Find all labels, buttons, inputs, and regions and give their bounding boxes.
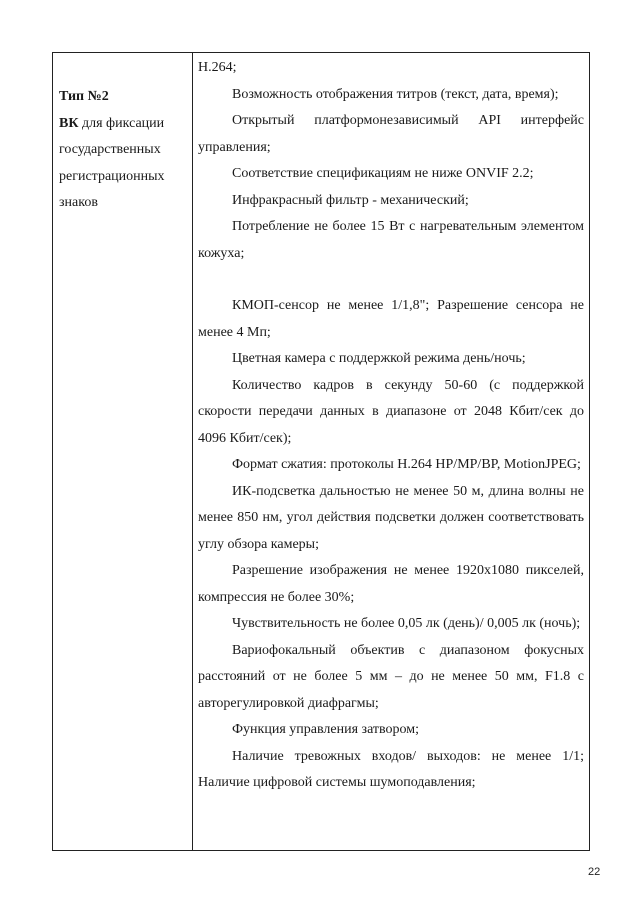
- table-left-border: [52, 52, 53, 851]
- page-number: 22: [588, 866, 601, 878]
- req-titles: Возможность отображения титров (текст, дата, время);: [232, 86, 559, 102]
- req-lens: Вариофокальный объектив с диапазоном фокусных расстояний от не более 5 мм – до не менее 50 мм, F1.8 с авторегулировкой диафрагмы;: [198, 642, 584, 711]
- table-column-divider: [192, 52, 193, 851]
- type-cell: [59, 84, 189, 217]
- req-color-mode: Цветная камера с поддержкой режима день/ночь;: [232, 351, 526, 366]
- paragraph-gap: [198, 267, 584, 293]
- purpose-line-4: знаков: [59, 195, 98, 210]
- vk-abbrev: ВК: [59, 115, 79, 131]
- req-sensitivity: Чувствительность не более 0,05 лк (день)/ 0,005 лк (ночь);: [232, 616, 581, 631]
- req-compression-format: Формат сжатия: протоколы Н.264 HP/MP/BP, MotionJPEG;: [232, 457, 581, 472]
- req-alarm-io: Наличие тревожных входов/ выходов: не менее 1/1; Наличие цифровой системы шумоподавления;: [198, 748, 584, 790]
- type-purpose-line: [59, 111, 189, 138]
- req-sensor: КМОП-сенсор не менее 1/1,8"; Разрешение сенсора не менее 4 Мп;: [198, 298, 584, 340]
- table-right-border: [589, 52, 590, 851]
- req-resolution: Разрешение изображения не менее 1920x1080 пикселей, компрессия не более 30%;: [198, 563, 584, 605]
- table-top-border: [52, 52, 590, 53]
- req-framerate: Количество кадров в секунду 50-60 (с поддержкой скорости передачи данных в диапазоне от 2048 Кбит/сек до 4096 Кбит/сек);: [198, 377, 584, 446]
- req-shutter: Функция управления затвором;: [232, 722, 420, 737]
- req-power: Потребление не более 15 Вт с нагревательным элементом кожуха;: [198, 219, 584, 261]
- req-ir-filter: Инфракрасный фильтр - механический;: [232, 192, 469, 208]
- req-ir-illumination: ИК-подсветка дальностью не менее 50 м, длина волны не менее 850 нм, угол действия подсветки должен соответствовать углу обзора камеры;: [198, 483, 584, 552]
- type-heading: Тип №2: [59, 89, 109, 104]
- table-bottom-border: [52, 850, 590, 851]
- purpose-text: для фиксации: [78, 115, 165, 131]
- req-onvif: Соответствие спецификациям не ниже ONVIF 2.2;: [232, 166, 534, 181]
- req-codec-cont: Н.264;: [198, 60, 237, 75]
- requirements-cell: [198, 55, 584, 797]
- purpose-line-2: государственных: [59, 142, 161, 157]
- req-api: Открытый платформонезависимый API интерфейс управления;: [198, 113, 584, 155]
- purpose-line-3: регистрационных: [59, 168, 165, 184]
- spec-table: [52, 52, 590, 851]
